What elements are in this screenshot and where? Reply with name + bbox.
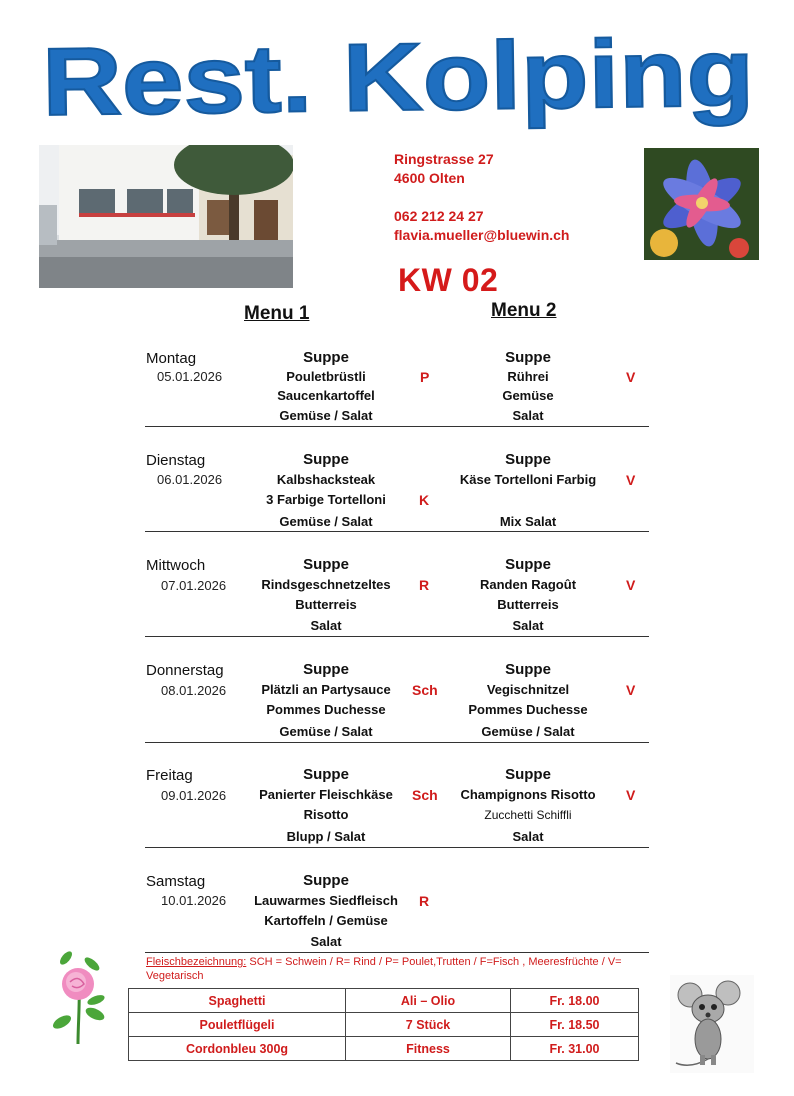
extra-detail: 7 Stück [346,1013,511,1037]
title-text: Rest. Kolping [41,20,662,136]
menu1-meat-code: K [419,492,430,508]
menu2-veg-code: V [626,787,636,803]
table-row [129,1037,639,1061]
menu1-main: Plätzli an Partysauce [261,682,391,697]
menu2-soup: Suppe [505,451,551,468]
lily-flower-image [644,148,759,260]
extra-item: Spaghetti [129,989,346,1013]
day-name: Mittwoch [146,557,206,574]
legend-text: SCH = Schwein / R= Rind / P= Poulet,Trutten / F=Fisch , Meeresfrüchte / V= Vegetarisch [146,956,622,982]
day-date: 09.01.2026 [161,788,227,803]
menu2-veg-code: V [626,472,636,488]
menu1-soup: Suppe [303,872,349,889]
city: 4600 Olten [394,170,465,186]
day-date: 05.01.2026 [157,369,223,384]
day-name: Samstag [146,873,206,890]
rose-icon [48,944,110,1048]
menu1-salad: Salat [310,618,342,633]
menu1-main: Lauwarmes Siedfleisch [254,893,398,908]
table-row [129,989,639,1013]
menu1-meat-code: Sch [412,682,438,698]
extra-price: Fr. 18.50 [511,1013,639,1037]
menu2-veg-code: V [626,369,636,385]
extra-detail: Ali – Olio [346,989,511,1013]
extra-price: Fr. 18.00 [511,989,639,1013]
day-name: Freitag [146,767,193,784]
menu1-soup: Suppe [303,766,349,783]
divider [145,952,649,953]
menu1-meat-code: Sch [412,787,438,803]
divider [145,636,649,637]
menu2-heading: Menu 2 [491,300,557,321]
menu2-veg-code: V [626,577,636,593]
mouse-illustration [670,975,754,1073]
menu2-salad: Mix Salat [499,514,557,529]
menu1-side: 3 Farbige Tortelloni [266,492,386,507]
menu2-main: Randen Ragoût [479,577,577,592]
menu1-heading: Menu 1 [244,303,310,324]
menu2-soup: Suppe [505,661,551,678]
menu2-soup: Suppe [505,766,551,783]
menu2-main: Champignons Risotto [460,787,596,802]
menu1-side: Butterreis [295,597,357,612]
menu1-meat-code: P [420,369,430,385]
menu2-soup: Suppe [505,349,551,366]
menu1-soup: Suppe [303,451,349,468]
menu2-veg-code: V [626,682,636,698]
menu1-side: Kartoffeln / Gemüse [264,913,388,928]
menu2-salad: Salat [512,829,544,844]
menu2-main: Rührei [507,369,549,384]
extra-item: Cordonbleu 300g [129,1037,346,1061]
menu1-salad: Gemüse / Salat [279,724,373,739]
email[interactable]: flavia.mueller@bluewin.ch [394,227,570,243]
menu1-soup: Suppe [303,349,349,366]
day-date: 08.01.2026 [161,683,227,698]
menu1-main: Kalbshacksteak [276,472,376,487]
menu1-soup: Suppe [303,661,349,678]
table-row [129,1013,639,1037]
meat-legend [146,955,652,983]
day-date: 10.01.2026 [161,893,227,908]
menu1-side: Saucenkartoffel [277,388,375,403]
menu2-side: Gemüse [502,388,554,403]
menu1-salad: Gemüse / Salat [279,408,373,423]
address-block [394,150,569,245]
menu2-soup: Suppe [505,556,551,573]
menu1-soup: Suppe [303,556,349,573]
menu1-main: Pouletbrüstli [286,369,366,384]
week-number: KW 02 [398,262,499,298]
menu2-side: Zucchetti Schiffli [484,808,572,822]
menu1-salad: Salat [310,934,342,949]
menu1-main: Rindsgeschnetzeltes [261,577,391,592]
street: Ringstrasse 27 [394,151,494,167]
menu1-side: Risotto [303,807,349,822]
divider [145,847,649,848]
extra-detail: Fitness [346,1037,511,1061]
extra-item: Pouletflügeli [129,1013,346,1037]
menu1-main: Panierter Fleischkäse [259,787,393,802]
day-name: Dienstag [146,452,206,469]
restaurant-photo [39,145,293,288]
menu1-salad: Gemüse / Salat [279,514,373,529]
day-name: Montag [146,350,197,367]
menu1-meat-code: R [419,577,430,593]
legend-label: Fleischbezeichnung: [146,956,247,968]
extras-table [128,988,639,1061]
divider [145,531,649,532]
phone[interactable]: 062 212 24 27 [394,208,484,224]
day-name: Donnerstag [146,662,224,679]
menu2-main: Käse Tortelloni Farbig [459,472,597,487]
menu2-main: Vegischnitzel [486,682,570,697]
menu2-side: Pommes Duchesse [468,702,588,717]
extra-price: Fr. 31.00 [511,1037,639,1061]
divider [145,426,649,427]
restaurant-title [36,4,766,136]
menu2-salad: Salat [512,618,544,633]
menu1-side: Pommes Duchesse [266,702,386,717]
divider [145,742,649,743]
menu1-salad: Blupp / Salat [286,829,366,844]
menu2-side: Butterreis [497,597,559,612]
day-date: 06.01.2026 [157,472,223,487]
menu2-salad: Salat [512,408,544,423]
menu1-meat-code: R [419,893,430,909]
day-date: 07.01.2026 [161,578,227,593]
menu2-salad: Gemüse / Salat [481,724,575,739]
